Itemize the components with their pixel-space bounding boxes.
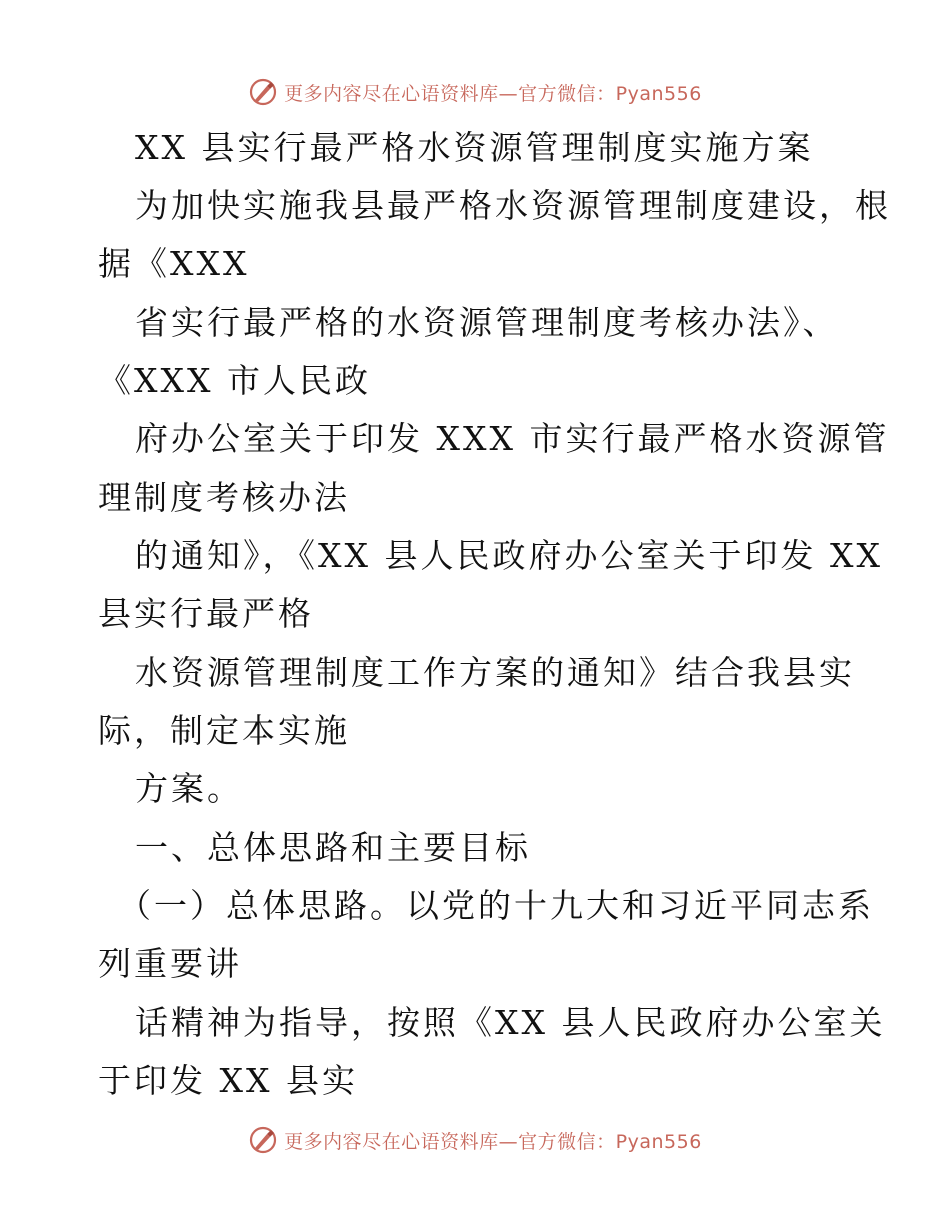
paragraph-line: 列重要讲 [98,944,242,983]
paragraph-line: 水资源管理制度工作方案的通知》结合我县实 [135,653,855,692]
header-watermark-banner [0,72,950,112]
footer-watermark-banner [0,1120,950,1160]
footer-watermark-text: 更多内容尽在心语资料库—官方微信：Pyan556 [284,1130,702,1153]
paragraph-line: 话精神为指导，按照《XX 县人民政府办公室关 [135,1003,886,1042]
subsection-line: （一）总体思路。以党的十九大和习近平同志系 [118,886,874,925]
paragraph-line: 方案。 [135,769,243,808]
paragraph-line: 的通知》，《XX 县人民政府办公室关于印发 XX [135,536,883,575]
paragraph-line: 于印发 XX 县实 [98,1061,358,1100]
paragraph-line: 理制度考核办法 [98,478,350,517]
paragraph-line: 省实行最严格的水资源管理制度考核办法》、 [135,303,839,342]
paragraph-line: 际，制定本实施 [98,711,350,750]
paragraph-line: 府办公室关于印发 XXX 市实行最严格水资源管 [135,419,890,458]
paragraph-line: 为加快实施我县最严格水资源管理制度建设，根 [135,186,891,225]
document-title: XX 县实行最严格水资源管理制度实施方案 [135,128,814,167]
paragraph-line: 《XXX 市人民政 [98,361,371,400]
paragraph-line: 据《XXX [98,244,250,283]
section-heading: 一、总体思路和主要目标 [135,828,531,867]
red-pen-nib-icon [248,1125,278,1155]
paragraph-line: 县实行最严格 [98,594,314,633]
header-watermark-text: 更多内容尽在心语资料库—官方微信：Pyan556 [284,82,702,105]
red-pen-nib-icon [248,77,278,107]
